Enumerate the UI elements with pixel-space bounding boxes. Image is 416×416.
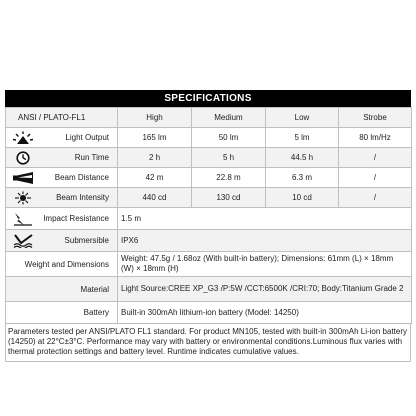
impact-resistance-icon: [12, 212, 34, 226]
beam-distance-low: 6.3 m: [266, 168, 339, 188]
table-row-light-output: [6, 128, 412, 148]
beam-intensity-high: 440 cd: [118, 188, 192, 208]
light-output-medium: 50 lm: [192, 128, 266, 148]
beam-intensity-strobe: /: [339, 188, 412, 208]
beam-intensity-icon: [12, 191, 34, 205]
table-row-impact-resistance: [6, 208, 412, 230]
specifications-table: [5, 107, 412, 324]
beam-intensity-medium: 130 cd: [192, 188, 266, 208]
table-row-beam-intensity: [6, 188, 412, 208]
battery-value: Built-in 300mAh lithium-ion battery (Model: 14250): [118, 302, 412, 324]
light-output-low: 5 lm: [266, 128, 339, 148]
table-row-material: [6, 277, 412, 302]
table-row-run-time: [6, 148, 412, 168]
weight-dimensions-value: Weight: 47.5g / 1.68oz (With built-in battery); Dimensions: 61mm (L) × 18mm (W) × 18mm (H): [118, 252, 412, 277]
run-time-low: 44.5 h: [266, 148, 339, 168]
light-output-icon: [12, 131, 34, 145]
battery-label: Battery: [6, 302, 118, 324]
table-row-battery: [6, 302, 412, 324]
weight-dimensions-label: Weight and Dimensions: [6, 252, 118, 277]
beam-distance-strobe: /: [339, 168, 412, 188]
specifications-sheet: [5, 90, 411, 362]
mode-high-header: High: [118, 108, 192, 128]
impact-resistance-value: 1.5 m: [118, 208, 412, 230]
submersible-value: IPX6: [118, 230, 412, 252]
beam-intensity-low: 10 cd: [266, 188, 339, 208]
beam-intensity-label: Beam Intensity: [56, 193, 109, 202]
mode-medium-header: Medium: [192, 108, 266, 128]
impact-resistance-label: Impact Resistance: [43, 214, 109, 223]
light-output-strobe: 80 lm/Hz: [339, 128, 412, 148]
beam-distance-medium: 22.8 m: [192, 168, 266, 188]
run-time-medium: 5 h: [192, 148, 266, 168]
table-row-weight-dimensions: [6, 252, 412, 277]
run-time-high: 2 h: [118, 148, 192, 168]
test-conditions-note: Parameters tested per ANSI/PLATO FL1 standard. For product MN105, tested with built-in 300mAh Li-ion battery (14250) at 22°C±3°C. Performance may vary with battery or environmental conditions.Luminous flux varies with thermal protection settings and battery level. Runtime indicates cumulative values.: [5, 324, 411, 362]
standard-label: ANSI / PLATO-FL1: [6, 108, 118, 128]
material-label: Material: [6, 277, 118, 302]
run-time-strobe: /: [339, 148, 412, 168]
beam-distance-icon: [12, 171, 34, 185]
beam-distance-label: Beam Distance: [54, 173, 109, 182]
mode-low-header: Low: [266, 108, 339, 128]
clock-icon: [12, 151, 34, 165]
submersible-label: Submersible: [64, 236, 109, 245]
submersible-icon: [12, 234, 34, 248]
specifications-title: SPECIFICATIONS: [5, 90, 411, 107]
light-output-label: Light Output: [65, 133, 109, 142]
mode-strobe-header: Strobe: [339, 108, 412, 128]
table-row-submersible: [6, 230, 412, 252]
material-value: Light Source:CREE XP_G3 /P:5W /CCT:6500K /CRI:70; Body:Titanium Grade 2: [118, 277, 412, 302]
run-time-label: Run Time: [74, 153, 109, 162]
beam-distance-high: 42 m: [118, 168, 192, 188]
light-output-high: 165 lm: [118, 128, 192, 148]
table-header-row: [6, 108, 412, 128]
table-row-beam-distance: [6, 168, 412, 188]
